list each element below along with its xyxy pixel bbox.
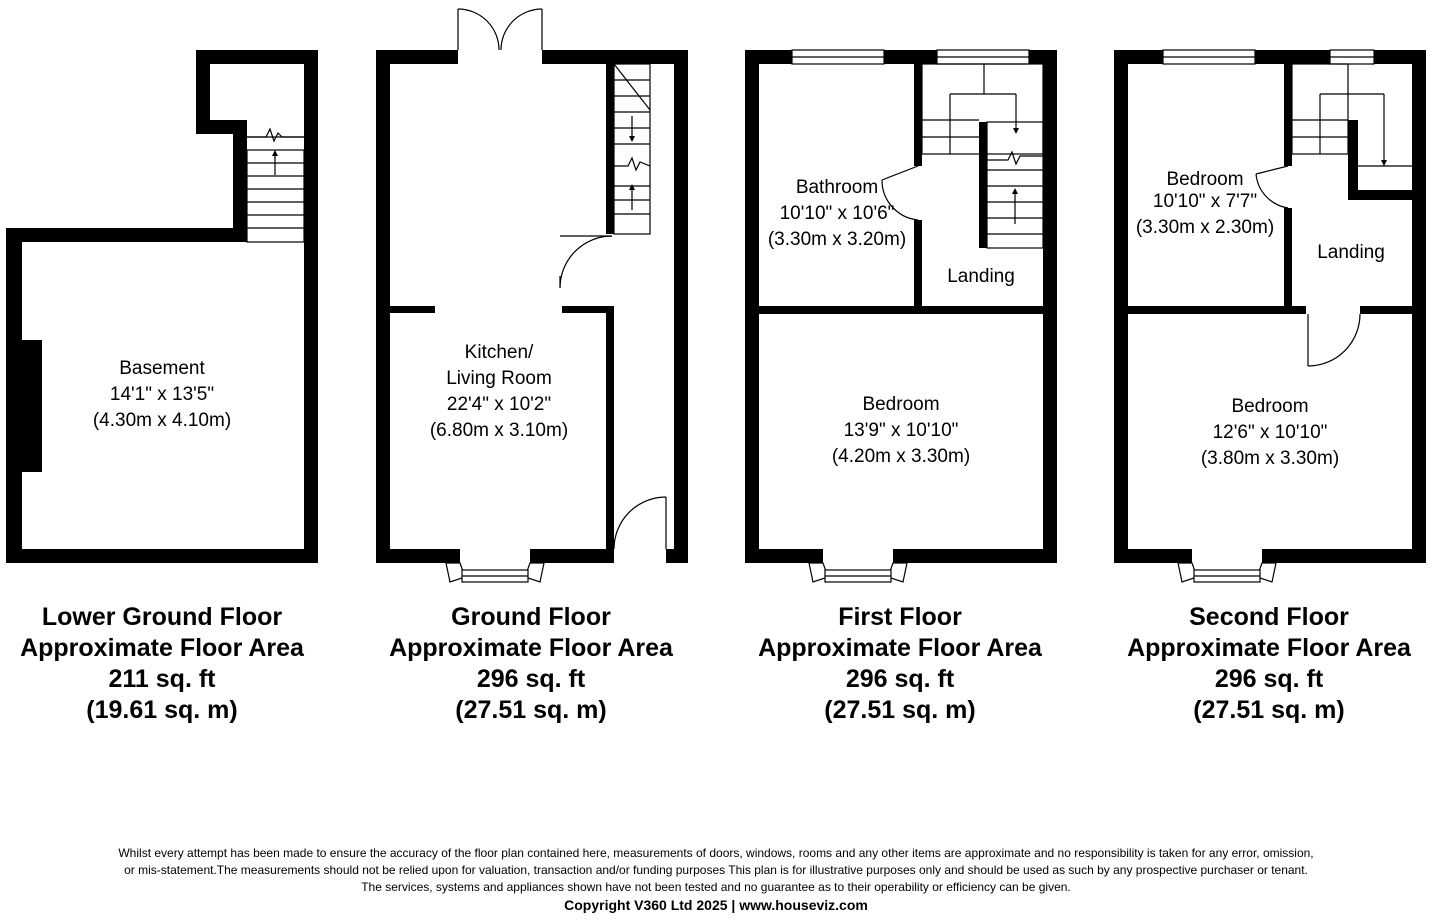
floor-area-sqft: 211 sq. ft [108, 665, 216, 693]
floor-area-sqm: (27.51 sq. m) [1193, 696, 1345, 724]
landing-label [1317, 242, 1385, 263]
first-floor-plan [745, 49, 1057, 582]
bathroom-label [768, 177, 906, 250]
lower-ground-floor-plan [6, 50, 318, 563]
second-floor-plan [1114, 49, 1426, 582]
lower-ground-floor-caption [0, 602, 342, 726]
stairs-icon [614, 64, 650, 234]
svg-text:14'1" x 13'5": 14'1" x 13'5" [109, 384, 215, 405]
ground-floor-caption [351, 602, 711, 726]
svg-text:(6.80m x 3.10m): (6.80m x 3.10m) [429, 420, 569, 441]
second-floor-caption [1089, 602, 1432, 726]
svg-text:(3.30m x 3.20m): (3.30m x 3.20m) [767, 229, 907, 250]
floor-area-sqft: 296 sq. ft [1214, 665, 1324, 693]
svg-text:Landing: Landing [947, 266, 1015, 287]
disclaimer-line: or mis-statement.The measurements should not be relied upon for valuation, transaction and/or funding purposes This plan is for illustrative purposes only and should be used as such by any prospective purchaser or tenant. [124, 863, 1308, 877]
svg-text:Bedroom: Bedroom [1166, 169, 1244, 190]
floor-area-sqm: (27.51 sq. m) [455, 696, 607, 724]
floor-name: Second Floor [1189, 603, 1349, 631]
svg-text:(3.80m x 3.30m): (3.80m x 3.30m) [1200, 448, 1340, 469]
floor-area-label: Approximate Floor Area [389, 634, 673, 662]
french-doors-icon [458, 9, 542, 50]
svg-text:Bedroom: Bedroom [1231, 396, 1309, 417]
svg-text:Landing: Landing [1317, 242, 1385, 263]
first-floor-caption [720, 602, 1080, 726]
svg-text:Basement: Basement [119, 358, 205, 379]
svg-text:(3.30m x 2.30m): (3.30m x 2.30m) [1135, 217, 1275, 238]
bedroom-label [1201, 396, 1339, 469]
floor-name: Ground Floor [451, 603, 611, 631]
floor-name: Lower Ground Floor [41, 603, 283, 631]
kitchen-living-room-label [430, 342, 568, 441]
svg-text:13'9" x 10'10": 13'9" x 10'10" [843, 420, 959, 441]
svg-text:12'6" x 10'10": 12'6" x 10'10" [1212, 422, 1328, 443]
disclaimer [40, 845, 1392, 915]
door-swing-icon [1256, 166, 1360, 366]
svg-text:Living Room: Living Room [446, 368, 552, 389]
copyright-notice: Copyright V360 Ltd 2025 | www.houseviz.com [564, 897, 868, 913]
svg-text:(4.30m x 4.10m): (4.30m x 4.10m) [92, 410, 232, 431]
floor-name: First Floor [838, 603, 962, 631]
svg-text:Kitchen/: Kitchen/ [464, 342, 534, 363]
svg-text:10'10" x 10'6": 10'10" x 10'6" [779, 203, 895, 224]
svg-text:22'4" x 10'2": 22'4" x 10'2" [446, 394, 552, 415]
bedroom-label [832, 394, 970, 467]
landing-label [947, 266, 1015, 287]
floor-area-label: Approximate Floor Area [758, 634, 1042, 662]
floor-area-sqft: 296 sq. ft [476, 665, 586, 693]
stairs-icon [247, 129, 304, 242]
disclaimer-line: The services, systems and appliances shown have not been tested and no guarantee as to their operability or efficiency can be given. [361, 880, 1071, 894]
bedroom-small-label [1136, 169, 1274, 238]
disclaimer-line: Whilst every attempt has been made to ensure the accuracy of the floor plan contained here, measurements of doors, windows, rooms and any other items are approximate and no responsibility is taken for any error, omission, [118, 846, 1314, 860]
floor-area-sqm: (19.61 sq. m) [86, 696, 238, 724]
ground-floor-plan [376, 9, 688, 582]
svg-text:Bathroom: Bathroom [795, 177, 879, 198]
floor-area-sqft: 296 sq. ft [845, 665, 955, 693]
svg-text:Bedroom: Bedroom [862, 394, 940, 415]
floor-area-label: Approximate Floor Area [20, 634, 304, 662]
svg-text:(4.20m x 3.30m): (4.20m x 3.30m) [831, 446, 971, 467]
basement-label [93, 358, 231, 431]
svg-text:10'10" x 7'7": 10'10" x 7'7" [1152, 191, 1258, 212]
floor-area-sqm: (27.51 sq. m) [824, 696, 976, 724]
floor-area-label: Approximate Floor Area [1127, 634, 1411, 662]
